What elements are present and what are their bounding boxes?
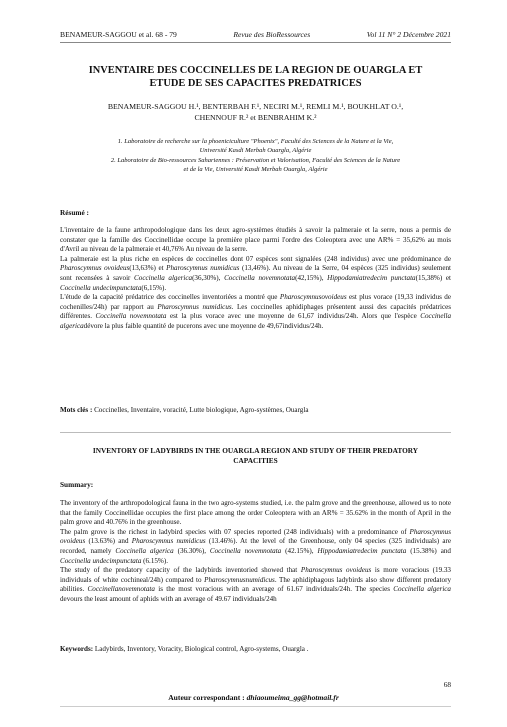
resume-paragraph-3: L'étude de la capacité prédatrice des coccinelles inventoriées a montré que Pharoscymnusovoideus est plus vorace (19,33 individus de cochenilles/24h) par rapport au Pharoscymnus numidicus. Les coccinelles aphidiphages présentent aussi des capacités prédatrices différentes. Coccinella novemnotata est la plus vorace avec une moyenne de 61,67 individus/24h. Alors que l'espèce Coccinella algericadévore la plus faible quantité de pucerons avec une moyenne de 49,67individus/24h. — [60, 293, 452, 330]
section-divider — [60, 432, 451, 433]
keywords-fr: Coccinelles, Inventaire, voracité, Lutte biologique, Agro-systèmes, Ouargla — [94, 406, 309, 414]
authors-line-1: BENAMEUR-SAGGOU H.¹, BENTERBAH F.¹, NECIRI M.¹, REMLI M.¹, BOUKHLAT O.¹, — [107, 102, 404, 111]
resume-keywords — [60, 406, 451, 416]
header-rule — [60, 42, 451, 43]
author-list — [60, 101, 451, 123]
resume-body — [60, 226, 451, 332]
keywords-en: Ladybirds, Inventory, Voracity, Biological control, Agro-systems, Ouargla . — [94, 645, 309, 653]
keywords-label-fr: Mots clés : — [60, 406, 95, 414]
keywords-label-en: Keywords: — [60, 645, 95, 653]
english-title-line-1: INVENTORY OF LADYBIRDS IN THE OUARGLA REGION AND STUDY OF THEIR PREDATORY — [92, 446, 419, 455]
english-title-line-2: CAPACITIES — [233, 455, 278, 465]
summary-keywords — [60, 645, 451, 655]
affiliation-1-line-1: 1. Laboratoire de recherche sur la phoeniciculture "Phoenix", Faculté des Sciences de la Nature et la Vie, — [117, 138, 394, 145]
summary-paragraph-3: The study of the predatory capacity of the ladybirds inventoried showed that Pharoscymnus ovoideus is more voracious (19.33 individuals of white cochineal/24h) compared to Pharoscymnusnumidicus. The aphidiphagous ladybirds also show different predatory abilities. Coccinellanovemnotata is the most voracious with an average of 61.67 individuals/24h. The species Coccinella algerica devours the least amount of aphids with an average of 49.67 individuals/24h — [60, 566, 451, 603]
footer-rule — [60, 706, 451, 707]
corresponding-label: Auteur correspondant : — [168, 693, 247, 702]
affiliations — [60, 137, 451, 175]
header-volume: Vol 11 N° 2 Décembre 2021 — [366, 30, 451, 39]
affiliation-2-line-1: 2. Laboratoire de Bio-ressources Sahariennes : Préservation et Valorisation, Faculté des Sciences de la Nature — [110, 156, 401, 164]
header-journal: Revue des BioRessources — [233, 30, 311, 39]
page-number: 68 — [443, 680, 451, 689]
corresponding-email: dhiaoumeima_gg@hotmail.fr — [246, 693, 339, 702]
resume-paragraph-2: La palmeraie est la plus riche en espèces de coccinelles dont 07 espèces sont signalées (248 individus) avec une prédominance de Pharoscymnus ovoideus(13,63%) et Pharoscymnus numidicus (13,46%). Au niveau de la Serre, 04 espèces (325 individus) seulement sont recensées à savoir Coccinella algerica(36,30%), Coccinella novemnotata(42,15%), Hippodamiatredecim punctata(15,38%) et Coccinella undecimpunctata(6,15%). — [60, 254, 452, 292]
affiliation-2-line-2: et de la Vie, Université Kasdi Merbah Ouargla, Algérie — [183, 166, 328, 174]
summary-body — [60, 499, 451, 605]
resume-paragraph-1: L'inventaire de la faune arthropodologique dans les deux agro-systèmes étudiés à savoir la palmeraie et la serre, nous a permis de constater que la famille des Coccinellidae occupe la première place parmi l'ordre des Coleoptera avec une AR% = 35,62% au mois d'Avril au niveau de la palmeraie et 40,76% Au niveau de la serre. — [60, 226, 451, 254]
paper-title — [60, 64, 451, 90]
summary-paragraph-2: The palm grove is the richest in ladybird species with 07 species reported (248 individuals) with a predominance of Pharoscymnus ovoideus (13.63%) and Pharoscymnus numidicus (13.46%). At the level of the Greenhouse, only 04 species (325 individuals) are recorded, namely Coccinella algerica (36.30%), Coccinella novemnotata (42.15%), Hippodamiatredecim punctata (15.38%) and Coccinella undecimpunctata (6.15%). — [60, 527, 451, 565]
english-title — [60, 446, 451, 465]
title-line-2: ETUDE DE SES CAPACITES PREDATRICES — [149, 78, 362, 89]
header-authors: BENAMEUR-SAGGOU et al. 68 - 79 — [60, 30, 177, 39]
summary-heading: Summary: — [60, 480, 94, 489]
title-line-1: INVENTAIRE DES COCCINELLES DE LA REGION DE OUARGLA ET — [88, 65, 423, 76]
running-header — [60, 30, 451, 39]
summary-paragraph-1: The inventory of the arthropodological fauna in the two agro-systems studied, i.e. the palm grove and the greenhouse, allowed us to note that the family Coccinellidae occupies the first place among the order Coleoptera with an AR% = 35.62% in the month of April in the palm grove and 40.76% in the greenhouse. — [60, 499, 451, 527]
authors-line-2: CHENNOUF R.² et BENBRAHIM K.² — [194, 113, 317, 122]
resume-heading: Résumé : — [60, 208, 89, 217]
affiliation-1-line-2: Université Kasdi Merbah Ouargla, Algérie — [199, 147, 312, 155]
corresponding-author — [0, 693, 507, 702]
